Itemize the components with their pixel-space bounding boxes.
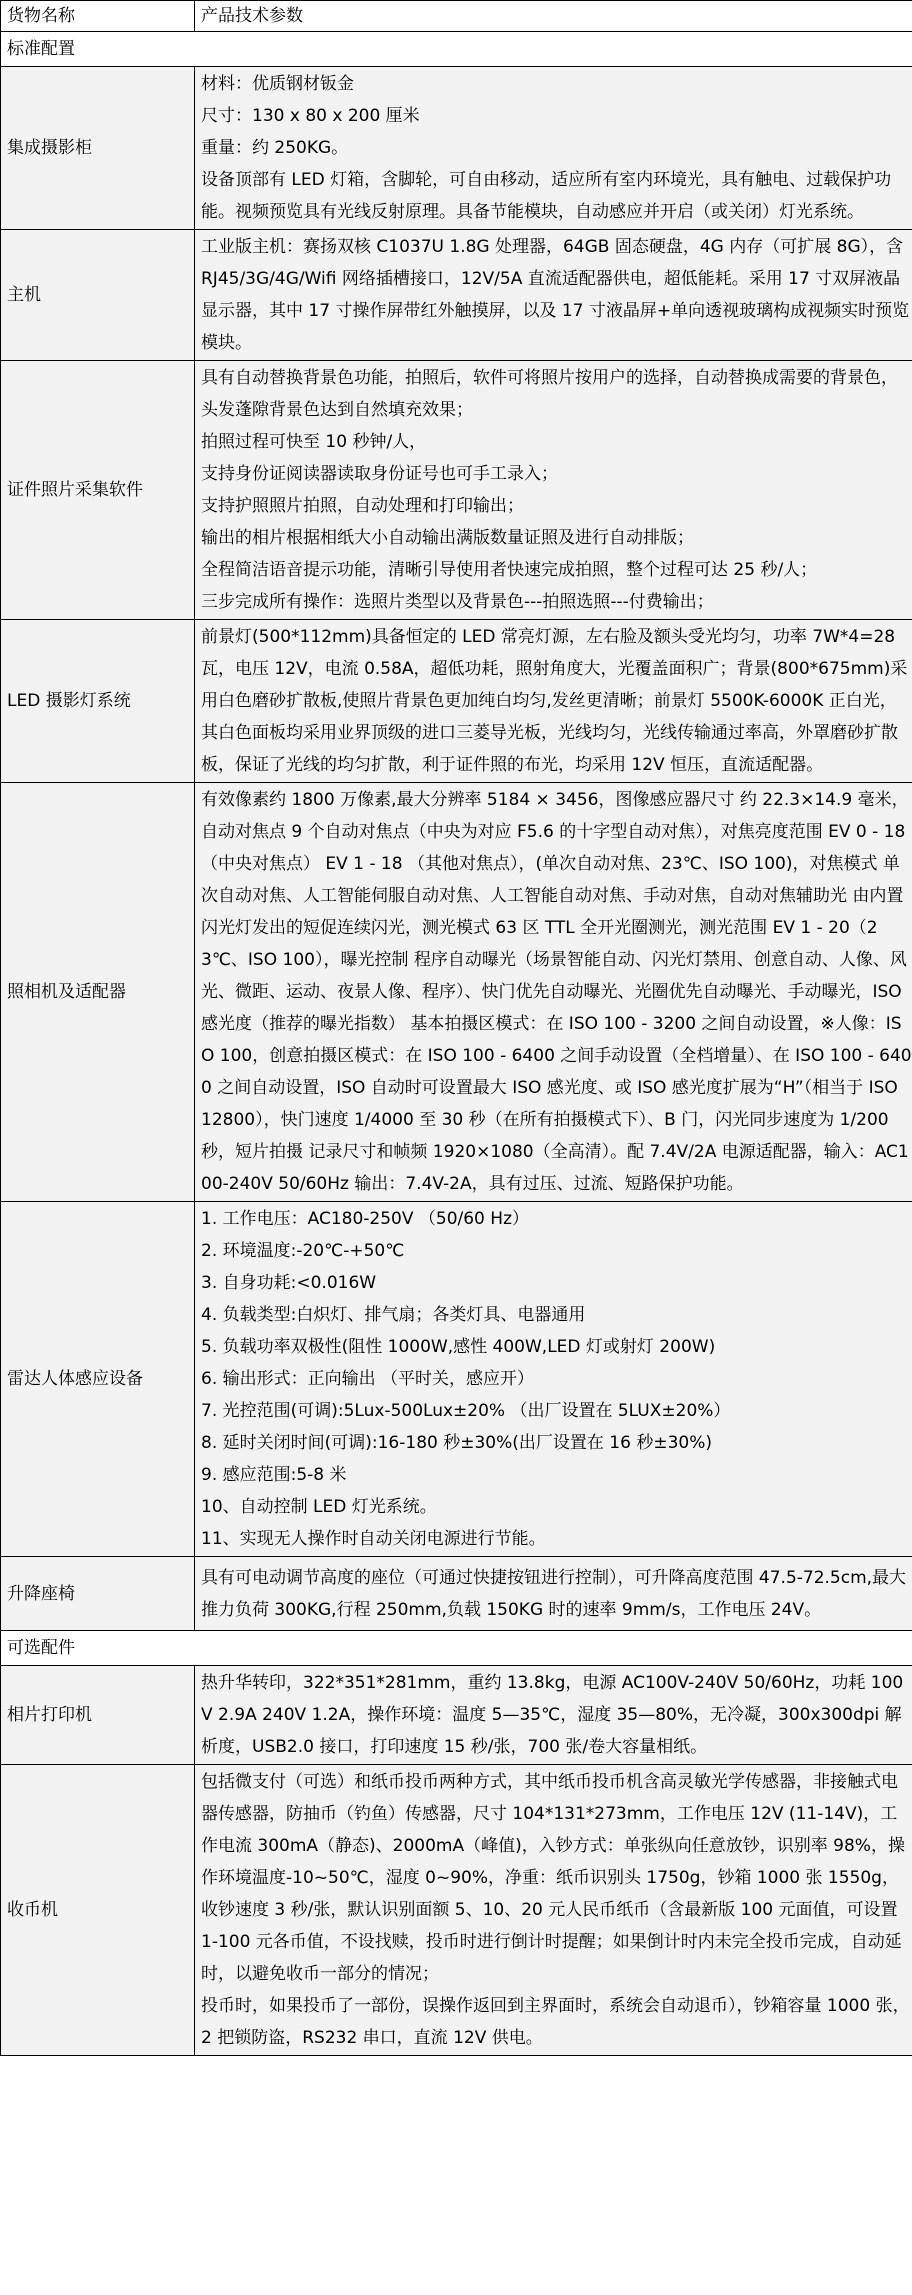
spec-line: 2. 环境温度:-20℃-+50℃ xyxy=(201,1241,405,1261)
header-row xyxy=(1,1,912,32)
spec-line: 9. 感应范围:5-8 米 xyxy=(201,1465,347,1485)
spec-line: 热升华转印，322*351*281mm，重约 13.8kg，电源 AC100V-240V 50/60Hz，功耗 100V 2.9A 240V 1.2A，操作环境：温度 5—35℃，湿度 35—80%，无冷凝，300x300dpi 解析度，USB2.0 接口，打印速度 15 秒/张，700 张/卷大容量相纸。 xyxy=(201,1673,904,1757)
header-col-name: 货物名称 xyxy=(1,1,195,32)
spec-line: 设备顶部有 LED 灯箱，含脚轮，可自由移动，适应所有室内环境光，具有触电、过载保护功能。视频预览具有光线反射原理。具备节能模块，自动感应并开启（或关闭）灯光系统。 xyxy=(201,170,892,222)
item-spec xyxy=(195,1666,912,1765)
item-spec xyxy=(195,1202,912,1557)
item-name: 主机 xyxy=(1,230,195,361)
section-row-optional xyxy=(1,1631,912,1666)
table-row xyxy=(1,67,912,230)
table-row xyxy=(1,1202,912,1557)
item-spec xyxy=(195,1557,912,1631)
spec-line: 6. 输出形式：正向输出 （平时关，感应开） xyxy=(201,1369,535,1389)
item-spec xyxy=(195,361,912,620)
spec-line: 3. 自身功耗:<0.016W xyxy=(201,1273,377,1293)
table-row xyxy=(1,1557,912,1631)
section-title-standard: 标准配置 xyxy=(1,32,912,67)
item-spec xyxy=(195,783,912,1202)
item-name: 相片打印机 xyxy=(1,1666,195,1765)
optional-items xyxy=(1,1666,912,2056)
spec-line: 工业版主机：赛扬双核 C1037U 1.8G 处理器，64GB 固态硬盘，4G 内存（可扩展 8G），含 RJ45/3G/4G/Wifi 网络插槽接口，12V/5A 直流适配器供电，超低能耗。采用 17 寸双屏液晶显示器，其中 17 寸操作屏带红外触摸屏，以及 17 寸液晶屏+单向透视玻璃构成视频实时预览模块。 xyxy=(201,237,910,353)
spec-line: 11、实现无人操作时自动关闭电源进行节能。 xyxy=(201,1529,546,1549)
spec-line: 5. 负载功率双极性(阻性 1000W,感性 400W,LED 灯或射灯 200W) xyxy=(201,1337,716,1357)
item-name: 雷达人体感应设备 xyxy=(1,1202,195,1557)
spec-line: 材料：优质钢材钣金 xyxy=(201,74,354,94)
item-name: 集成摄影柜 xyxy=(1,67,195,230)
table-row xyxy=(1,230,912,361)
table-row xyxy=(1,783,912,1202)
table-row xyxy=(1,620,912,783)
spec-line: 支持护照照片拍照，自动处理和打印输出； xyxy=(201,496,524,516)
spec-line: 8. 延时关闭时间(可调):16-180 秒±30%(出厂设置在 16 秒±30%) xyxy=(201,1433,712,1453)
item-spec xyxy=(195,230,912,361)
spec-line: 具有自动替换背景色功能，拍照后，软件可将照片按用户的选择，自动替换成需要的背景色，头发蓬隙背景色达到自然填充效果； xyxy=(201,368,898,420)
spec-line: 输出的相片根据相纸大小自动输出满版数量证照及进行自动排版； xyxy=(201,528,694,548)
spec-line: 全程简洁语音提示功能，清晰引导使用者快速完成拍照，整个过程可达 25 秒/人； xyxy=(201,560,818,580)
spec-line: 10、自动控制 LED 灯光系统。 xyxy=(201,1497,437,1517)
section-row-standard xyxy=(1,32,912,67)
table-row xyxy=(1,1765,912,2056)
item-spec xyxy=(195,1765,912,2056)
spec-line: 三步完成所有操作：选照片类型以及背景色---拍照选照---付费输出； xyxy=(201,592,714,612)
spec-line: 尺寸：130 x 80 x 200 厘米 xyxy=(201,106,420,126)
spec-line: 包括微支付（可选）和纸币投币两种方式，其中纸币投币机含高灵敏光学传感器，非接触式电器传感器，防抽币（钓鱼）传感器，尺寸 104*131*273mm，工作电压 12V (11-14V)，工作电流 300mA（静态)、2000mA（峰值)，入钞方式：单张纵向任意放钞，识别率 98%，操作环境温度-10~50℃，湿度 0~90%，净重：纸币识别头 1750g，钞箱 1000 张 1550g，收钞速度 3 秒/张，默认识别面额 5、10、20 元人民币纸币（含最新版 100 元面值，可设置 1-100 元各币值，不设找赎，投币时进行倒计时提醒；如果倒计时内未完全投币完成，自动延时，以避免收币一部分的情况； xyxy=(201,1772,905,1984)
section-title-optional: 可选配件 xyxy=(1,1631,912,1666)
header-col-spec: 产品技术参数 xyxy=(195,1,912,32)
item-name: 收币机 xyxy=(1,1765,195,2056)
table-row xyxy=(1,1666,912,1765)
table-row xyxy=(1,361,912,620)
item-name: 照相机及适配器 xyxy=(1,783,195,1202)
item-spec xyxy=(195,620,912,783)
item-name: LED 摄影灯系统 xyxy=(1,620,195,783)
item-name: 证件照片采集软件 xyxy=(1,361,195,620)
spec-line: 有效像素约 1800 万像素,最大分辨率 5184 × 3456，图像感应器尺寸 约 22.3×14.9 毫米，自动对焦点 9 个自动对焦点（中央为对应 F5.6 的十字型自动对焦），对焦亮度范围 EV 0 - 18（中央对焦点） EV 1 - 18 （其他对焦点），(单次自动对焦、23℃、ISO 100)，对焦模式 单次自动对焦、人工智能伺服自动对焦、人工智能自动对焦、手动对焦，自动对焦辅助光 由内置闪光灯发出的短促连续闪光，测光模式 63 区 TTL 全开光圈测光，测光范围 EV 1 - 20（23℃、ISO 100），曝光控制 程序自动曝光（场景智能自动、闪光灯禁用、创意自动、人像、风光、微距、运动、夜景人像、程序）、快门优先自动曝光、光圈优先自动曝光、手动曝光，ISO 感光度（推荐的曝光指数） 基本拍摄区模式：在 ISO 100 - 3200 之间自动设置，※人像：ISO 100，创意拍摄区模式：在 ISO 100 - 6400 之间手动设置（全档增量）、在 ISO 100 - 6400 之间自动设置，ISO 自动时可设置最大 ISO 感光度、或 ISO 感光度扩展为“H”（相当于 ISO 12800），快门速度 1/4000 至 30 秒（在所有拍摄模式下）、B 门，闪光同步速度为 1/200 秒，短片拍摄 记录尺寸和帧频 1920×1080（全高清）。配 7.4V/2A 电源适配器，输入：AC100-240V 50/60Hz 输出：7.4V-2A，具有过压、过流、短路保护功能。 xyxy=(201,790,912,1194)
spec-line: 支持身份证阅读器读取身份证号也可手工录入； xyxy=(201,464,558,484)
spec-line: 7. 光控范围(可调):5Lux-500Lux±20% （出厂设置在 5LUX±20%） xyxy=(201,1401,731,1421)
spec-line: 投币时，如果投币了一部份，误操作返回到主界面时，系统会自动退币），钞箱容量 1000 张，2 把锁防盗，RS232 串口，直流 12V 供电。 xyxy=(201,1996,910,2048)
spec-line: 重量：约 250KG。 xyxy=(201,138,349,158)
standard-items xyxy=(1,67,912,1631)
spec-line: 具有可电动调节高度的座位（可通过快捷按钮进行控制），可升降高度范围 47.5-72.5cm,最大推力负荷 300KG,行程 250mm,负载 150KG 时的速率 9mm/s，工作电压 24V。 xyxy=(201,1567,907,1620)
spec-line: 前景灯(500*112mm)具备恒定的 LED 常亮灯源，左右脸及额头受光均匀，功率 7W*4=28 瓦，电压 12V，电流 0.58A，超低功耗，照射角度大，光覆盖面积广；背景(800*675mm)采用白色磨砂扩散板,使照片背景色更加纯白均匀,发丝更清晰；前景灯 5500K-6000K 正白光，其白色面板均采用业界顶级的进口三菱导光板，光线均匀，光线传输通过率高，外罩磨砂扩散板，保证了光线的均匀扩散，利于证件照的布光，均采用 12V 恒压，直流适配器。 xyxy=(201,627,908,775)
spec-line: 拍照过程可快至 10 秒钟/人， xyxy=(201,432,427,452)
spec-line: 1. 工作电压：AC180-250V （50/60 Hz） xyxy=(201,1209,529,1229)
item-spec xyxy=(195,67,912,230)
spec-line: 4. 负载类型:白炽灯、排气扇；各类灯具、电器通用 xyxy=(201,1305,586,1325)
item-name: 升降座椅 xyxy=(1,1557,195,1631)
